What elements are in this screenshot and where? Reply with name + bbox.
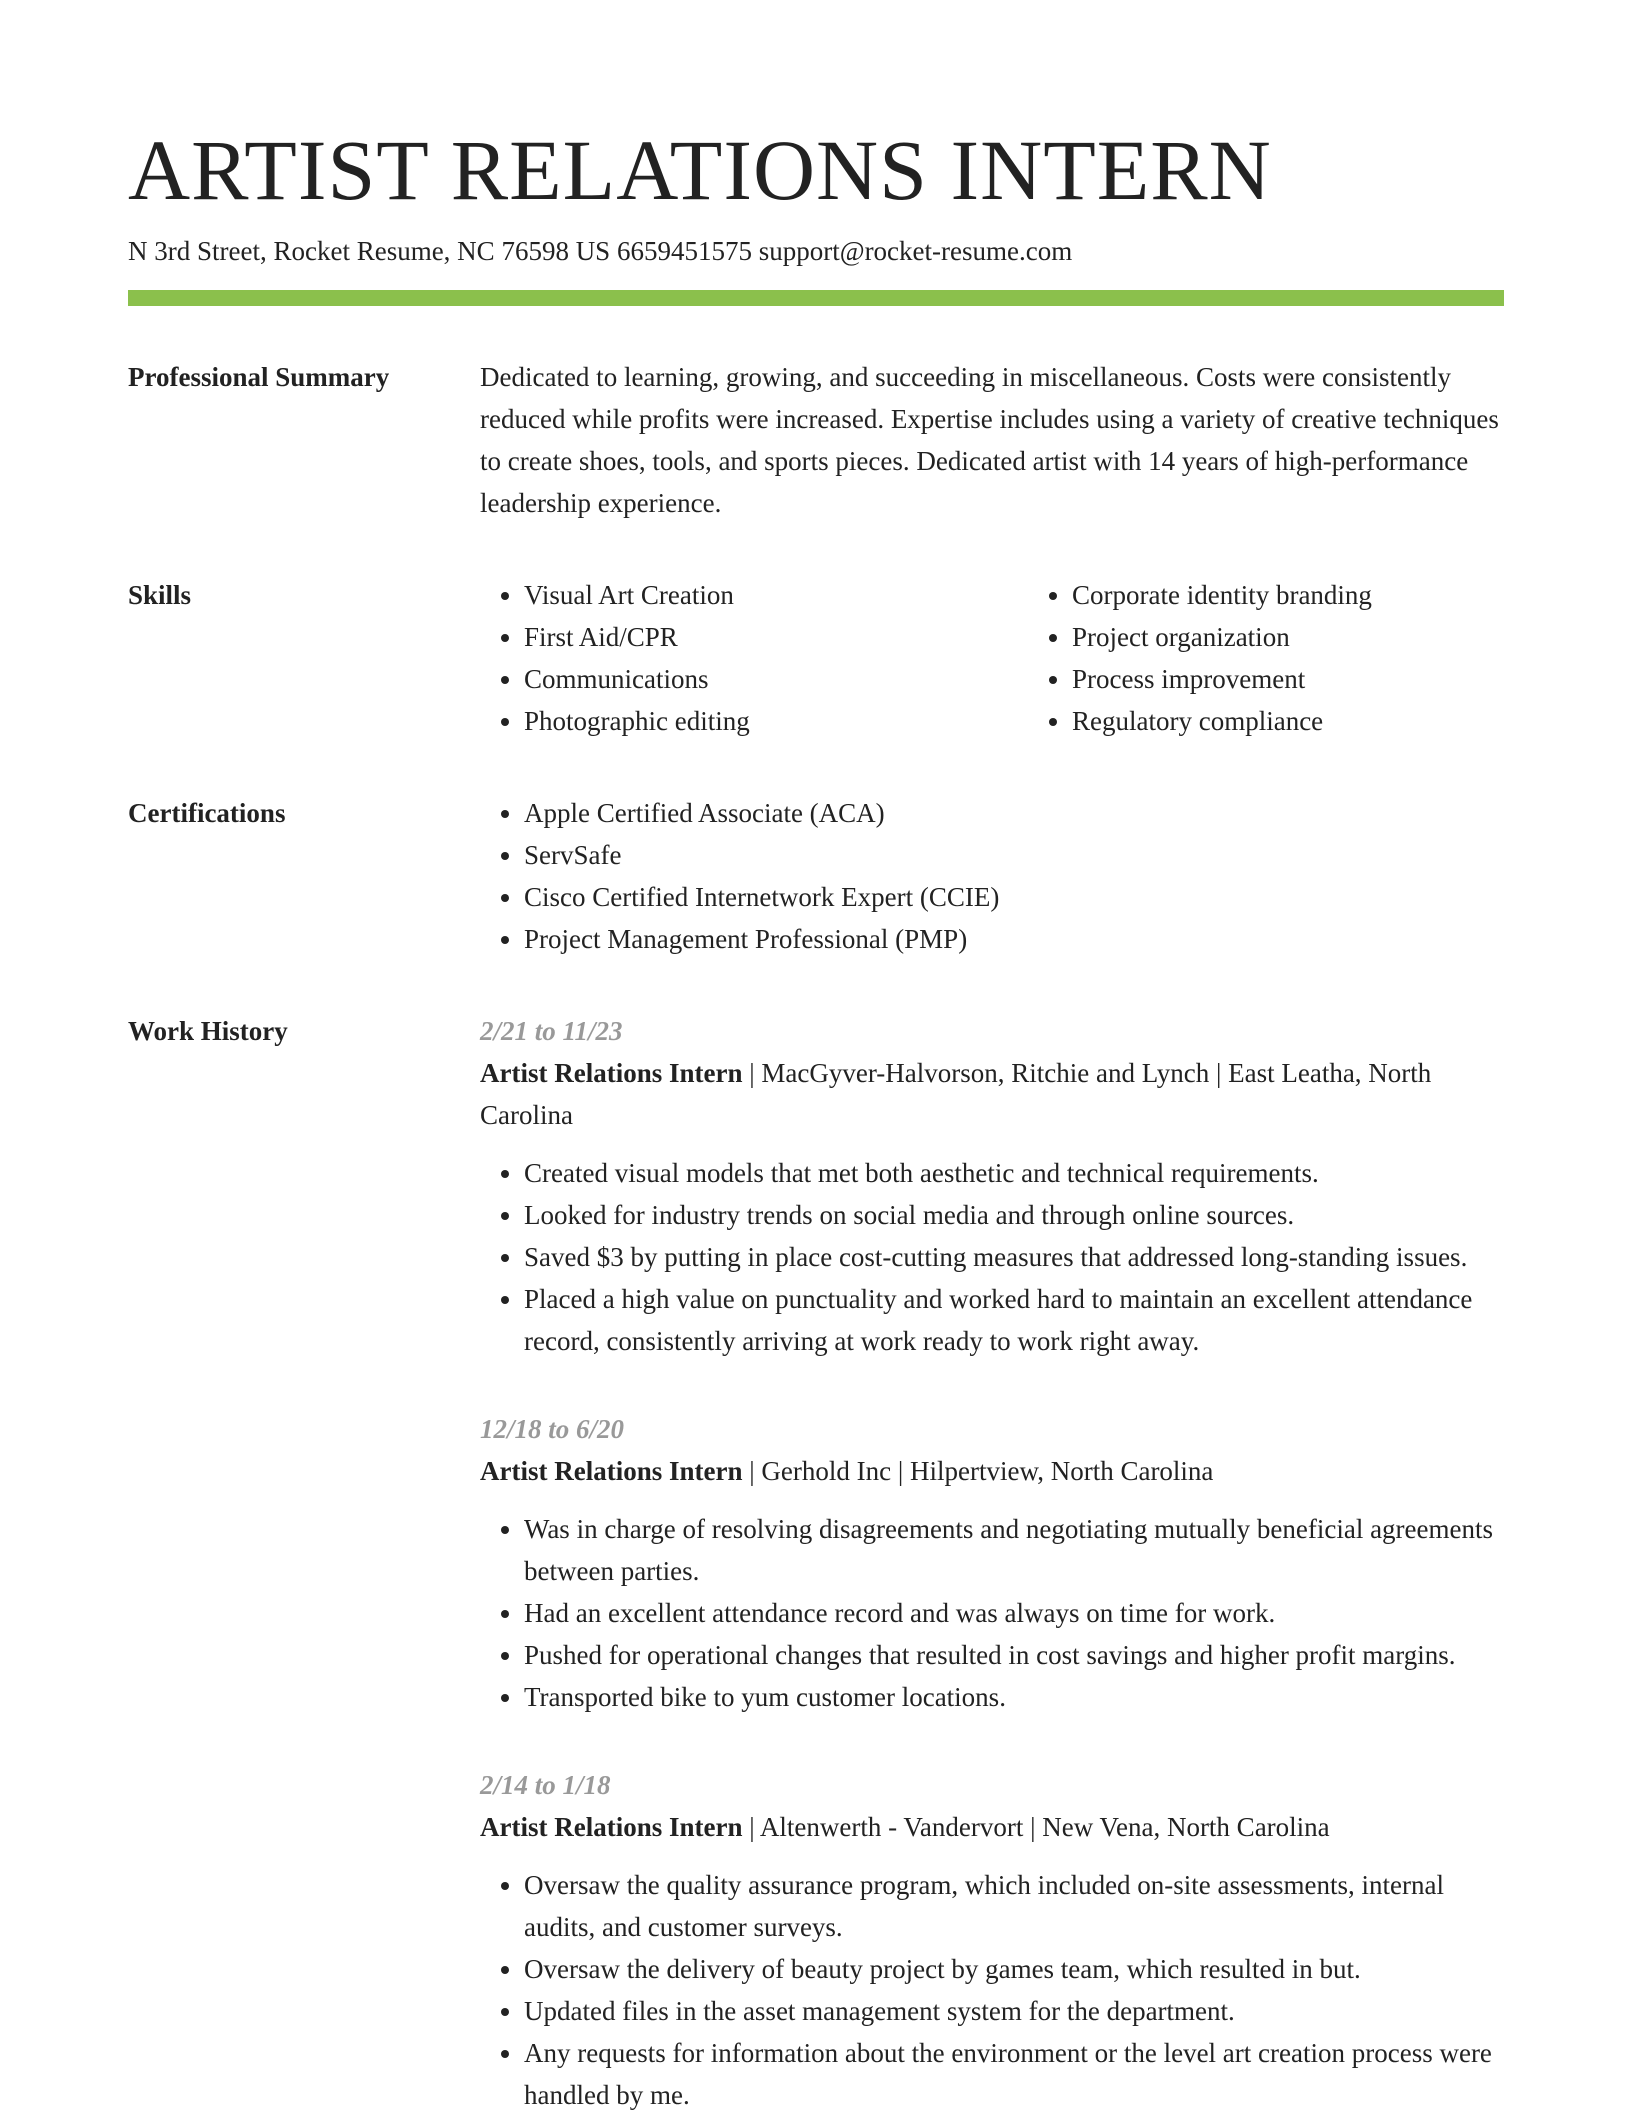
resume-page [128,118,1504,2116]
certification-item: • Project Management Professional (PMP) [524,918,1504,960]
skill-item: • Project organization [1072,616,1504,658]
job-role: Artist Relations Intern [480,1456,743,1486]
skill-item: • Process improvement [1072,658,1504,700]
skill-item: • Regulatory compliance [1072,700,1504,742]
summary-section [128,356,1504,524]
section-title-work-history: Work History [128,1016,288,1046]
skill-item: • Visual Art Creation [524,574,1028,616]
job-bullet: • Looked for industry trends on social media and through online sources. [524,1194,1504,1236]
contact-phone: 6659451575 [616,236,752,266]
skills-section [128,574,1504,742]
skills-list-left [480,574,1028,742]
job-bullet: • Pushed for operational changes that resulted in cost savings and higher profit margins. [524,1634,1504,1676]
job-bullets [480,1864,1504,2116]
job-entry [480,1408,1504,1718]
certification-item: • Cisco Certified Internetwork Expert (CCIE) [524,876,1504,918]
candidate-name: ARTIST RELATIONS INTERN [128,122,1272,218]
job-bullet: • Was in charge of resolving disagreements and negotiating mutually beneficial agreements between parties. [524,1508,1504,1592]
job-heading [480,1450,1504,1492]
contact-line [128,232,1504,270]
job-role: Artist Relations Intern [480,1058,743,1088]
certifications-section [128,792,1504,960]
header-divider [128,290,1504,306]
job-employer-location: | MacGyver-Halvorson, Ritchie and Lynch | East Leatha, North Carolina [480,1058,1432,1130]
job-dates: 2/21 to 11/23 [480,1016,623,1046]
skill-item: • Communications [524,658,1028,700]
certifications-list [480,792,1504,960]
job-bullet: • Saved $3 by putting in place cost-cutting measures that addressed long-standing issues. [524,1236,1504,1278]
job-bullet: • Updated files in the asset management system for the department. [524,1990,1504,2032]
job-bullets [480,1152,1504,1362]
job-bullet: • Created visual models that met both aesthetic and technical requirements. [524,1152,1504,1194]
contact-address: N 3rd Street, Rocket Resume, NC 76598 US [128,236,611,266]
work-history-section [128,1010,1504,2116]
job-employer-location: | Altenwerth - Vandervort | New Vena, North Carolina [742,1812,1330,1842]
job-bullet: • Transported bike to yum customer locations. [524,1676,1504,1718]
skills-list-right [1028,574,1504,742]
job-bullet: • Any requests for information about the environment or the level art creation process were handled by me. [524,2032,1504,2116]
job-role: Artist Relations Intern [480,1812,743,1842]
skill-item: • Photographic editing [524,700,1028,742]
skill-item: • Corporate identity branding [1072,574,1504,616]
job-bullet: • Had an excellent attendance record and was always on time for work. [524,1592,1504,1634]
job-bullet: • Oversaw the quality assurance program, which included on-site assessments, internal audits, and customer surveys. [524,1864,1504,1948]
job-dates: 2/14 to 1/18 [480,1770,611,1800]
job-employer-location: | Gerhold Inc | Hilpertview, North Carolina [742,1456,1214,1486]
section-title-summary: Professional Summary [128,362,390,392]
section-title-skills: Skills [128,580,192,610]
skill-item: • First Aid/CPR [524,616,1028,658]
job-dates: 12/18 to 6/20 [480,1414,625,1444]
job-heading [480,1052,1504,1136]
summary-text: Dedicated to learning, growing, and succeeding in miscellaneous. Costs were consistently reduced while profits were increased. Expertise includes using a variety of creative techniques to create shoes, tools, and sports pieces. Dedicated artist with 14 years of high-performance leadership experience. [480,362,1499,518]
certification-item: • Apple Certified Associate (ACA) [524,792,1504,834]
job-bullet: • Placed a high value on punctuality and worked hard to maintain an excellent attendance record, consistently arriving at work ready to work right away. [524,1278,1504,1362]
job-bullet: • Oversaw the delivery of beauty project by games team, which resulted in but. [524,1948,1504,1990]
job-heading [480,1806,1504,1848]
job-entry [480,1010,1504,1362]
certification-item: • ServSafe [524,834,1504,876]
section-title-certifications: Certifications [128,798,286,828]
job-bullets [480,1508,1504,1718]
contact-email: support@rocket-resume.com [758,236,1073,266]
job-entry [480,1764,1504,2116]
